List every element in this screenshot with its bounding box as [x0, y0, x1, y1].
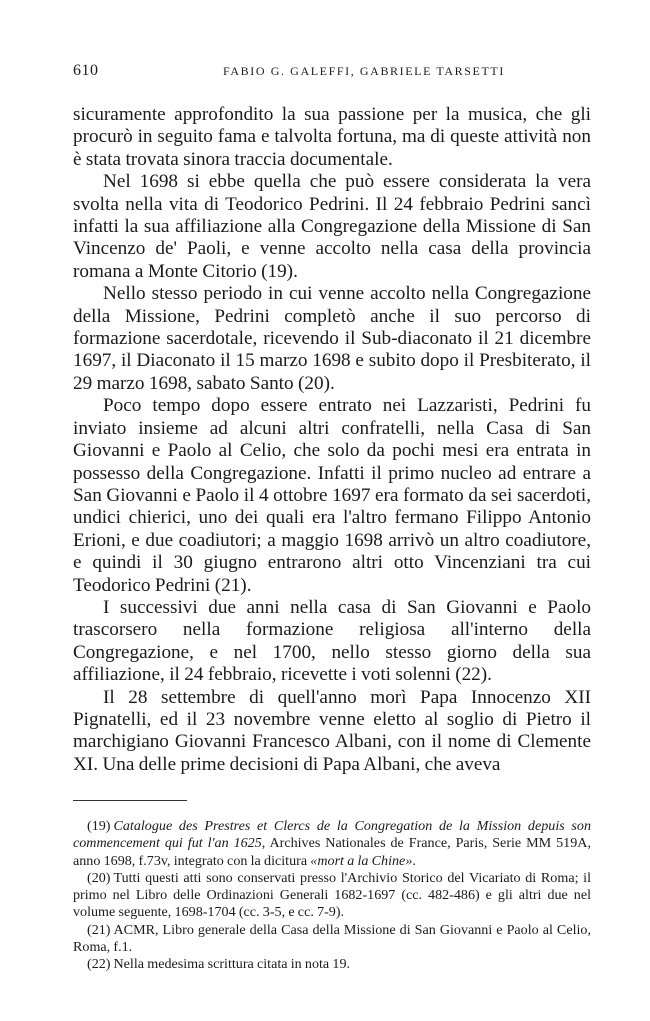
footnote-text: , Archives Nationales de France, Paris, Serie MM 519A, anno 1698, f.73v, integrato con la dicitura	[73, 835, 591, 869]
footnote-title: Catalogue des Prestres et Clercs de la Congregation de la Mission depuis son commencement qui fut l'an 1625	[73, 818, 591, 852]
footnote-text: ACMR, Libro generale della Casa della Missione di San Giovanni e Paolo al Celio, Roma, f.1.	[73, 921, 591, 956]
footnote-22	[73, 956, 591, 973]
footnote-21	[73, 922, 591, 957]
footnote-end: .	[412, 852, 416, 869]
footnote-number: (19)	[87, 818, 111, 834]
paragraph: Nello stesso periodo in cui venne accolto nella Congregazione della Missione, Pedrini completò anche il suo percorso di formazione sacerdotale, ricevendo il Sub-diaconato il 21 dicembre 1697, il Diaconato il 15 marzo 1698 e subito dopo il Presbiterato, il 29 marzo 1698, sabato Santo (20).	[73, 283, 591, 394]
page-number: 610	[73, 62, 99, 79]
paragraph: I successivi due anni nella casa di San Giovanni e Paolo trascorsero nella formazione religiosa all'interno della Congregazione, e nel 1700, nello stesso giorno della sua affiliazione, il 24 febbraio, ricevette i voti solenni (22).	[73, 596, 591, 686]
paragraph: Nel 1698 si ebbe quella che può essere considerata la vera svolta nella vita di Teodorico Pedrini. Il 24 febbraio Pedrini sancì infatti la sua affiliazione alla Congregazione della Missione di San Vincenzo de' Paoli, e venne accolto nella casa della provincia romana a Monte Citorio (19).	[73, 171, 591, 282]
footnote-19	[73, 818, 591, 870]
footnote-quote: «mort a la Chine»	[310, 852, 413, 869]
footnote-number: (22)	[87, 956, 111, 973]
page-header	[73, 62, 593, 82]
paragraph: Poco tempo dopo essere entrato nei Lazzaristi, Pedrini fu inviato insieme ad alcuni altri confratelli, nella Casa di San Giovanni e Paolo al Celio, che solo da pochi mesi era entrata in possesso della Congregazione. Infatti il primo nucleo ad entrare a San Giovanni e Paolo il 4 ottobre 1697 era formato da sei sacerdoti, undici chierici, uno dei quali era l'altro fermano Filippo Antonio Erioni, e due coadiutori; a maggio 1698 arrivò un altro coadiutore, e quindi il 30 giugno entrarono altri otto Vincenziani tra cui Teodorico Pedrini (21).	[73, 395, 591, 596]
footnote-20	[73, 870, 591, 922]
footnote-text: Tutti questi atti sono conservati presso l'Archivio Storico del Vicariato di Roma; il primo nel Libro delle Ordinazioni Generali 1682-1697 (cc. 482-486) e gli altri due nel volume seguente, 1698-1704 (cc. 3-5, e cc. 7-9).	[73, 869, 591, 921]
body-text	[73, 104, 591, 776]
footnotes	[73, 818, 591, 974]
footnote-number: (20)	[87, 869, 111, 886]
footnote-rule	[73, 800, 187, 801]
footnote-number: (21)	[87, 921, 111, 938]
running-head: FABIO G. GALEFFI, GABRIELE TARSETTI	[223, 64, 505, 78]
paragraph: Il 28 settembre di quell'anno morì Papa Innocenzo XII Pignatelli, ed il 23 novembre venne eletto al soglio di Pietro il marchigiano Giovanni Francesco Albani, con il nome di Clemente XI. Una delle prime decisioni di Papa Albani, che aveva	[73, 686, 591, 775]
paragraph: sicuramente approfondito la sua passione per la musica, che gli procurò in seguito fama e talvolta fortuna, ma di queste attività non è stata trovata sinora traccia documentale.	[73, 104, 591, 170]
footnote-text: Nella medesima scrittura citata in nota 19.	[113, 956, 351, 973]
